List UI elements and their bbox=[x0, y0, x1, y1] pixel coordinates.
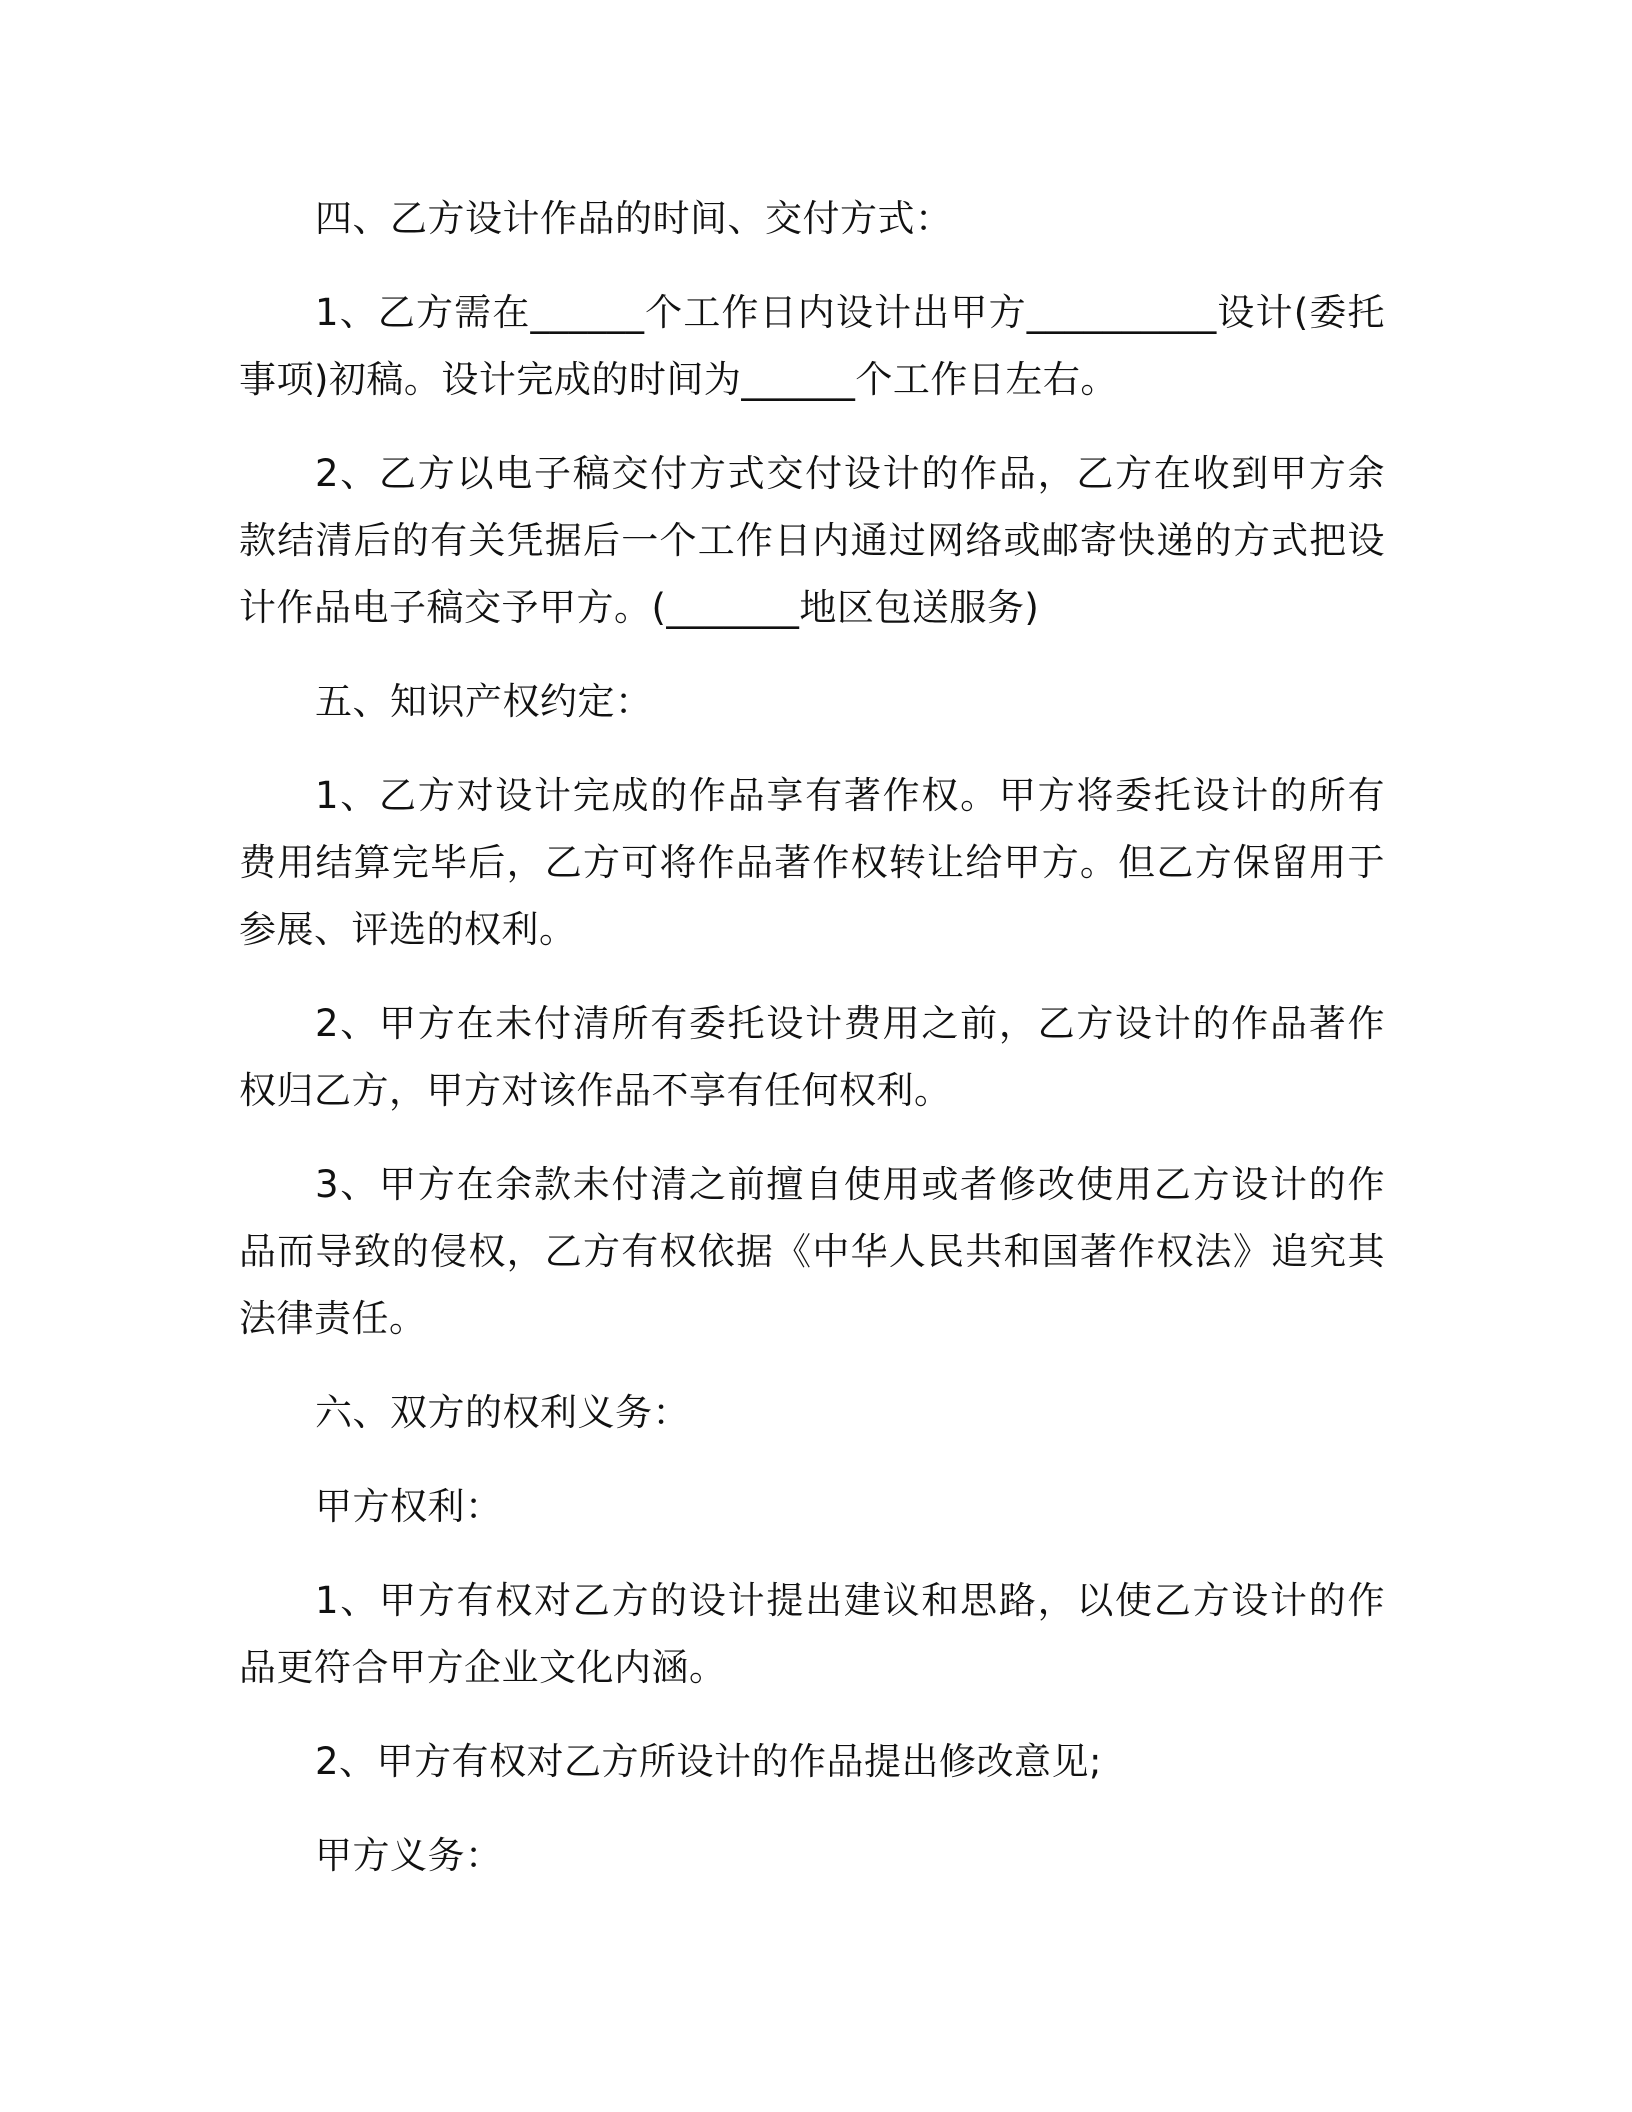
clause-ip-1: 1、乙方对设计完成的作品享有著作权。甲方将委托设计的所有费用结算完毕后，乙方可将作品著作权转让给甲方。但乙方保留用于参展、评选的权利。 bbox=[239, 774, 1385, 951]
clause-party-a-rights-1: 1、甲方有权对乙方的设计提出建议和思路，以使乙方设计的作品更符合甲方企业文化内涵。 bbox=[239, 1579, 1385, 1689]
clause-ip-2: 2、甲方在未付清所有委托设计费用之前，乙方设计的作品著作权归乙方，甲方对该作品不享有任何权利。 bbox=[239, 1002, 1385, 1112]
section-heading-ip: 五、知识产权约定： bbox=[315, 680, 653, 723]
section-heading-rights: 六、双方的权利义务： bbox=[315, 1391, 690, 1434]
document-body bbox=[239, 185, 1385, 1916]
clause-ip-3: 3、甲方在余款未付清之前擅自使用或者修改使用乙方设计的作品而导致的侵权，乙方有权依据《中华人民共和国著作权法》追究其法律责任。 bbox=[239, 1163, 1385, 1340]
clause-party-a-rights-2: 2、甲方有权对乙方所设计的作品提出修改意见; bbox=[315, 1740, 1103, 1783]
clause-delivery-2: 2、乙方以电子稿交付方式交付设计的作品，乙方在收到甲方余款结清后的有关凭据后一个工作日内通过网络或邮寄快递的方式把设计作品电子稿交予甲方。(_______地区包送服务) bbox=[239, 452, 1385, 629]
subheading-party-a-rights: 甲方权利： bbox=[315, 1485, 503, 1528]
clause-delivery-1: 1、乙方需在______个工作日内设计出甲方__________设计(委托事项)初稿。设计完成的时间为______个工作日左右。 bbox=[239, 291, 1385, 401]
subheading-party-a-duties: 甲方义务： bbox=[315, 1834, 503, 1877]
section-heading-delivery: 四、乙方设计作品的时间、交付方式： bbox=[315, 197, 953, 240]
